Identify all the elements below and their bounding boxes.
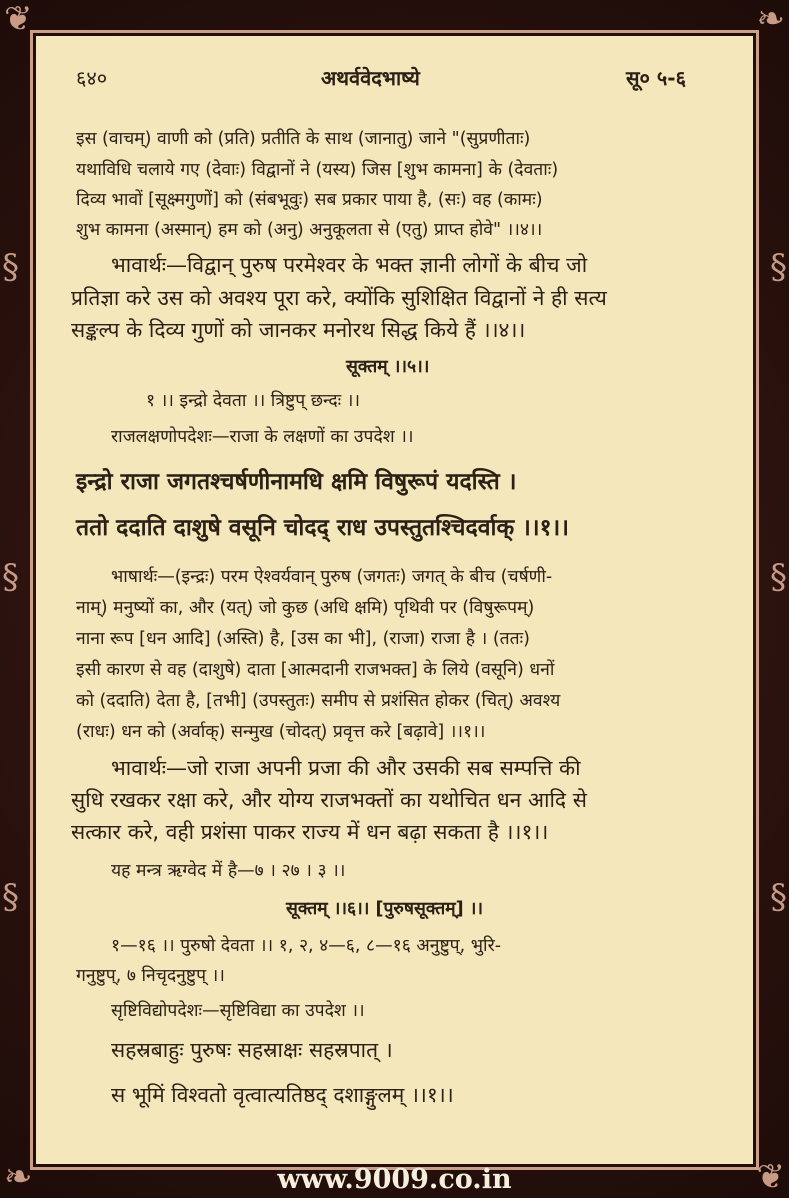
website-footer: www.9009.co.in	[277, 1164, 512, 1195]
text-line: राजलक्षणोपदेशः—राजा के लक्षणों का उपदेश ।।	[111, 427, 414, 447]
page-number: ६४०	[76, 66, 108, 90]
side-swirl-icon: §	[770, 557, 787, 597]
corner-swirl-icon: ❧	[756, 0, 785, 39]
text-line: यथाविधि चलाये गए (देवाः) विद्वानों ने (यस्य) जिस [शुभ कामना] के (देवताः)	[76, 160, 559, 180]
section-reference: सू० ५-६	[626, 66, 686, 90]
side-swirl-icon: §	[770, 247, 787, 287]
mantra-line: स भूमिं विश्वतो वृत्वात्यतिष्ठद् दशाङ्गुलम् ।।१।।	[111, 1083, 454, 1107]
text-line: १—१६ ।। पुरुषो देवता ।। १, २, ४—६, ८—१६ अनुष्टुप्, भुरि-	[111, 936, 502, 956]
text-line: प्रतिज्ञा करे उस को अवश्य पूरा करे, क्योंकि सुशिक्षित विद्वानों ने ही सत्य	[71, 286, 607, 310]
corner-swirl-icon: ❦	[4, 0, 33, 39]
mantra-line: इन्द्रो राजा जगतश्चर्षणीनामधि क्षमि विषुरूपं यदस्ति ।	[76, 469, 517, 495]
side-swirl-icon: §	[2, 247, 19, 287]
text-line: सृष्टिविद्योपदेशः—सृष्टिविद्या का उपदेश ।।	[111, 1001, 365, 1021]
text-line: गनुष्टुप्, ७ निचृदनुष्टुप् ।।	[76, 966, 225, 986]
side-swirl-icon: §	[2, 557, 19, 597]
text-line: यह मन्त्र ऋग्वेद में है—७ । २७ । ३ ।।	[111, 861, 346, 881]
text-line: (राधः) धन को (अर्वाक्) सन्मुख (चोदत्) प्रवृत्त करे [बढ़ावे] ।।१।।	[76, 722, 486, 742]
text-line: सुधि रखकर रक्षा करे, और योग्य राजभक्तों का यथोचित धन आदि से	[71, 788, 587, 812]
corner-swirl-icon: ❦	[756, 1157, 785, 1197]
text-line: सङ्कल्प के दिव्य गुणों को जानकर मनोरथ सिद्ध किये हैं ।।४।।	[71, 318, 526, 342]
text-line: शुभ कामना (अस्मान्) हम को (अनु) अनुकूलता से (एतु) प्राप्त होवे" ।।४।।	[76, 220, 543, 240]
sukta-heading: सूक्तम् ।।६।। [पुरुषसूक्तम्] ।।	[286, 899, 483, 919]
text-line: भावार्थः—विद्वान् पुरुष परमेश्वर के भक्त ज्ञानी लोगों के बीच जो	[111, 253, 588, 277]
text-line: को (ददाति) देता है, [तभी] (उपस्तुतः) समीप से प्रशंसित होकर (चित्) अवश्य	[76, 691, 561, 711]
text-line: भावार्थः—जो राजा अपनी प्रजा की और उसकी सब सम्पत्ति की	[111, 756, 581, 780]
text-line: १ ।। इन्द्रो देवता ।। त्रिष्टुप् छन्दः ।।	[146, 391, 361, 411]
book-page	[36, 36, 753, 1164]
text-line: नाम्) मनुष्यों का, और (यत्) जो कुछ (अधि क्षमि) पृथिवी पर (विषुरूपम्)	[76, 598, 535, 618]
text-line: दिव्य भावों [सूक्ष्मगुणों] को (संबभूवुः) सब प्रकार पाया है, (सः) वह (कामः)	[76, 190, 543, 210]
mantra-line: ततो ददाति दाशुषे वसूनि चोदद् राध उपस्तुतश्चिदर्वाक् ।।१।।	[76, 515, 569, 541]
text-line: इसी कारण से वह (दाशुषे) दाता [आत्मदानी राजभक्त] के लिये (वसूनि) धनों	[76, 660, 555, 680]
text-line: इस (वाचम्) वाणी को (प्रति) प्रतीति के साथ (जानातु) जाने "(सुप्रणीताः)	[76, 129, 531, 149]
side-swirl-icon: §	[2, 877, 19, 917]
page-title: अथर्ववेदभाष्ये	[321, 66, 420, 90]
mantra-line: सहस्रबाहुः पुरुषः सहस्राक्षः सहस्रपात् ।	[111, 1038, 393, 1062]
sukta-heading: सूक्तम् ।।५।।	[346, 357, 430, 377]
corner-swirl-icon: ❧	[4, 1157, 33, 1197]
text-line: नाना रूप [धन आदि] (अस्ति) है, [उस का भी], (राजा) राजा है । (ततः)	[76, 629, 530, 649]
text-line: सत्कार करे, वही प्रशंसा पाकर राज्य में धन बढ़ा सकता है ।।१।।	[71, 820, 549, 844]
text-line: भाषार्थः—(इन्द्रः) परम ऐश्वर्यवान् पुरुष (जगतः) जगत् के बीच (चर्षणी-	[111, 567, 553, 587]
side-swirl-icon: §	[770, 877, 787, 917]
